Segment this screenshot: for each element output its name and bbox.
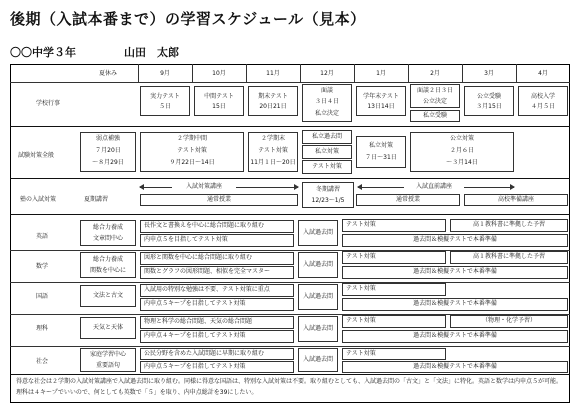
subject-focus: 家庭学習中心 重要語句	[80, 348, 136, 372]
header-month: 9月	[160, 70, 170, 77]
row-divider	[10, 346, 570, 347]
subject-plan: 内申点５キープを目指してテスト対策	[140, 361, 294, 373]
notes: 得意な社会は２学期の入試対策講座で入試過去問に取り組む。同様に得意な国語は、特別な入試対策は不要。取り組むとしても、入試過去問の「古文」と「文法」に特化。英語と数学は内申点５が可能。理科は４キープでいいので、何としても英数で「５」を取り、内申点総計を39にしたい。	[16, 378, 563, 396]
event-box: 実力テスト ５日	[140, 86, 190, 116]
subject-focus: 総合力養成 関数を中心に	[80, 252, 136, 278]
row-divider	[10, 82, 570, 83]
subject-task: 高１教科書に準拠した予習	[450, 251, 568, 264]
subject-plan: 関数とグラフの図形問題、相似を完全マスター	[140, 266, 294, 279]
subject-task: テスト対策	[342, 251, 446, 264]
subject-plan: 公民分野を含めた入試問題に早期に取り組む	[140, 348, 294, 360]
arrow-left-icon	[358, 187, 404, 188]
event-box: 高校入学 ４月５日	[518, 86, 568, 116]
subject-name: 社会	[36, 358, 49, 365]
event-box: 公立受験 ３月15日	[464, 86, 514, 116]
col-divider	[354, 64, 355, 82]
cram-summer: 夏期講習	[84, 196, 109, 203]
subject-task: 過去問＆模擬テストで本番準備	[342, 234, 568, 247]
cram-box: 冬期講習 12/23～1/5	[302, 182, 354, 208]
col-divider	[516, 64, 517, 82]
row-divider	[10, 282, 570, 283]
arrow-left-icon	[140, 187, 172, 188]
event-box: 中間テスト 15日	[194, 86, 244, 116]
subject-name: 数学	[36, 263, 49, 270]
row-divider	[10, 214, 570, 215]
col-divider	[462, 64, 463, 82]
cram-box: 高校準備講座	[464, 194, 568, 206]
student-name: 山田 太郎	[124, 46, 179, 59]
subject-exam: 入試過去問	[298, 348, 338, 372]
event-box: 学年末テスト 13日14日	[356, 86, 406, 116]
subject-task: 過去問＆模擬テストで本番準備	[342, 266, 568, 279]
header-month: 3月	[484, 70, 494, 77]
header-month: 10月	[212, 70, 226, 77]
subject-focus: 文法と古文	[80, 285, 136, 307]
plan-box: テスト対策	[302, 160, 352, 174]
subject-task: 高１教科書に準拠した予習	[450, 219, 568, 232]
event-box: 私立受験	[410, 110, 460, 122]
subject-exam: 入試過去問	[298, 316, 338, 342]
subject-plan: 長作文と書換えを中心に総合問題に取り組む	[140, 220, 294, 233]
header-month: 12月	[320, 70, 334, 77]
col-divider	[246, 64, 247, 82]
plan-box: 私立対策	[302, 145, 352, 159]
subject-task: 過去問＆模擬テストで本番準備	[342, 298, 568, 311]
plan-box: 弱点補強 ７月20日 ～８月29日	[80, 132, 136, 172]
subject-focus: 総合力養成 文章問中心	[80, 220, 136, 246]
subject-task: 過去問＆模擬テストで本番準備	[342, 330, 568, 343]
row-label-exam-plan: 試験対策全般	[18, 152, 55, 159]
subject-task: テスト対策	[342, 348, 446, 360]
col-divider	[192, 64, 193, 82]
page-title: 後期（入試本番まで）の学習スケジュール（見本）	[10, 10, 366, 28]
header-month: 4月	[538, 70, 548, 77]
row-label-cram: 塾の入試対策	[20, 196, 57, 203]
subject-exam: 入試過去問	[298, 220, 338, 246]
cram-entrance: 入試対策講座	[185, 183, 222, 190]
subject-name: 理科	[36, 325, 49, 332]
row-label-school-events: 学校行事	[36, 100, 61, 107]
subject-plan: 内申点５を目指してテスト対策	[140, 234, 294, 247]
cram-direct: 入試直前講座	[415, 183, 452, 190]
header-month: 11月	[266, 70, 280, 77]
subject-task: テスト対策	[342, 283, 446, 296]
arrow-right-icon	[464, 187, 514, 188]
subject-name: 国語	[36, 293, 49, 300]
subject-name: 英語	[36, 233, 49, 240]
plan-box: 私立過去問	[302, 130, 352, 144]
event-box: 期末テスト 20日21日	[248, 86, 298, 116]
subject-focus: 天気と天体	[80, 317, 136, 339]
col-divider	[138, 64, 139, 82]
subject-plan: 入試用の特別な勉強は不要、テスト対策に重点	[140, 284, 294, 297]
header-summer: 夏休み	[98, 70, 117, 77]
event-box: 面談２日３日 公立決定	[410, 84, 460, 108]
row-divider	[10, 178, 570, 179]
subject-plan: 物理と科学の総合問題、天気の総合問題	[140, 316, 294, 329]
subject-plan: 内申点５キープを目指してテスト対策	[140, 298, 294, 311]
subject-exam: 入試過去問	[298, 252, 338, 278]
event-box: 面談 ３日４日 私立決定	[302, 84, 352, 122]
arrow-right-icon	[236, 187, 298, 188]
row-divider	[10, 126, 570, 127]
subject-task: テスト対策	[342, 219, 446, 232]
student-school: 〇〇中学３年	[10, 46, 76, 59]
col-divider	[300, 64, 301, 82]
subject-exam: 入試過去問	[298, 284, 338, 310]
cram-box: 通常授業	[140, 194, 298, 206]
plan-box: ２学期末 テスト対策 11月１日～20日	[248, 132, 298, 172]
header-month: 2月	[430, 70, 440, 77]
subject-task: テスト対策	[342, 315, 446, 328]
subject-task: （物理・化学予習）	[450, 315, 568, 328]
header-month: 1月	[376, 70, 386, 77]
subject-plan: 図形と関数を中心に総合問題に取り組む	[140, 252, 294, 265]
cram-box: 通常授業	[356, 194, 460, 206]
col-divider	[408, 64, 409, 82]
row-divider	[10, 374, 570, 375]
subject-plan: 内申点４キープを目指してテスト対策	[140, 330, 294, 343]
plan-box: ２学期中間 テスト対策 ９月22日～14日	[140, 132, 244, 172]
plan-box: 公立対策 ２月６日 ～３月14日	[410, 132, 514, 172]
subject-task: 過去問＆模擬テストで本番準備	[342, 361, 568, 373]
plan-box: 私立対策 ７日～31日	[356, 136, 406, 168]
